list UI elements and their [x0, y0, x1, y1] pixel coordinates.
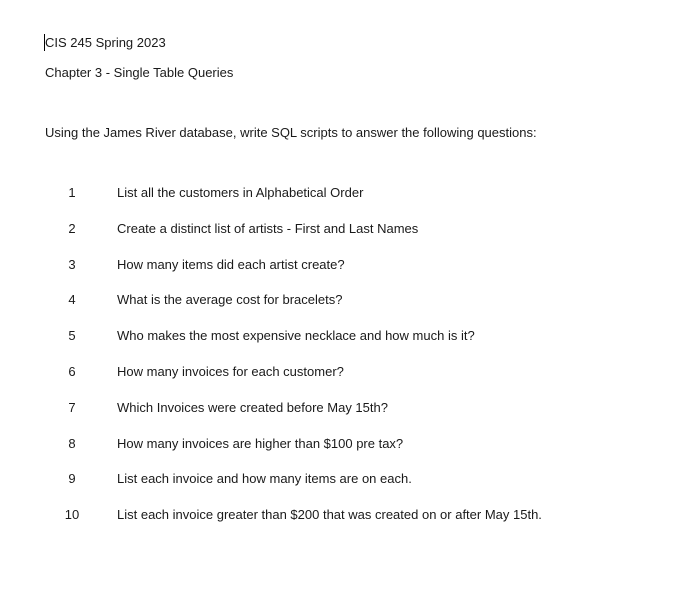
question-text: List each invoice and how many items are on each. [117, 471, 412, 486]
question-item [0, 327, 688, 344]
chapter-title: Chapter 3 - Single Table Queries [45, 65, 234, 80]
course-title: CIS 245 Spring 2023 [45, 35, 166, 50]
question-text: Who makes the most expensive necklace and how much is it? [117, 328, 475, 343]
question-text: What is the average cost for bracelets? [117, 292, 343, 307]
question-item [0, 399, 688, 416]
question-number: 9 [68, 471, 76, 486]
question-number: 8 [68, 436, 76, 451]
question-item [0, 220, 688, 237]
question-number: 10 [64, 507, 80, 522]
question-number: 6 [68, 364, 76, 379]
question-text: How many items did each artist create? [117, 257, 345, 272]
question-number: 1 [68, 185, 76, 200]
question-item [0, 291, 688, 308]
question-number: 7 [68, 400, 76, 415]
question-text: How many invoices are higher than $100 pre tax? [117, 436, 404, 451]
question-item [0, 506, 688, 523]
question-text: Which Invoices were created before May 15th? [117, 400, 388, 415]
question-number: 5 [68, 328, 76, 343]
question-item [0, 184, 688, 201]
question-item [0, 363, 688, 380]
question-text: List all the customers in Alphabetical Order [117, 185, 364, 200]
question-item [0, 256, 688, 273]
question-text: Create a distinct list of artists - First and Last Names [117, 221, 419, 236]
question-text: List each invoice greater than $200 that was created on or after May 15th. [117, 507, 542, 522]
question-item [0, 470, 688, 487]
instructions-paragraph: Using the James River database, write SQL scripts to answer the following questions: [45, 125, 537, 140]
question-number: 3 [68, 257, 76, 272]
question-text: How many invoices for each customer? [117, 364, 344, 379]
question-number: 4 [68, 292, 76, 307]
question-number: 2 [68, 221, 76, 236]
question-item [0, 435, 688, 452]
